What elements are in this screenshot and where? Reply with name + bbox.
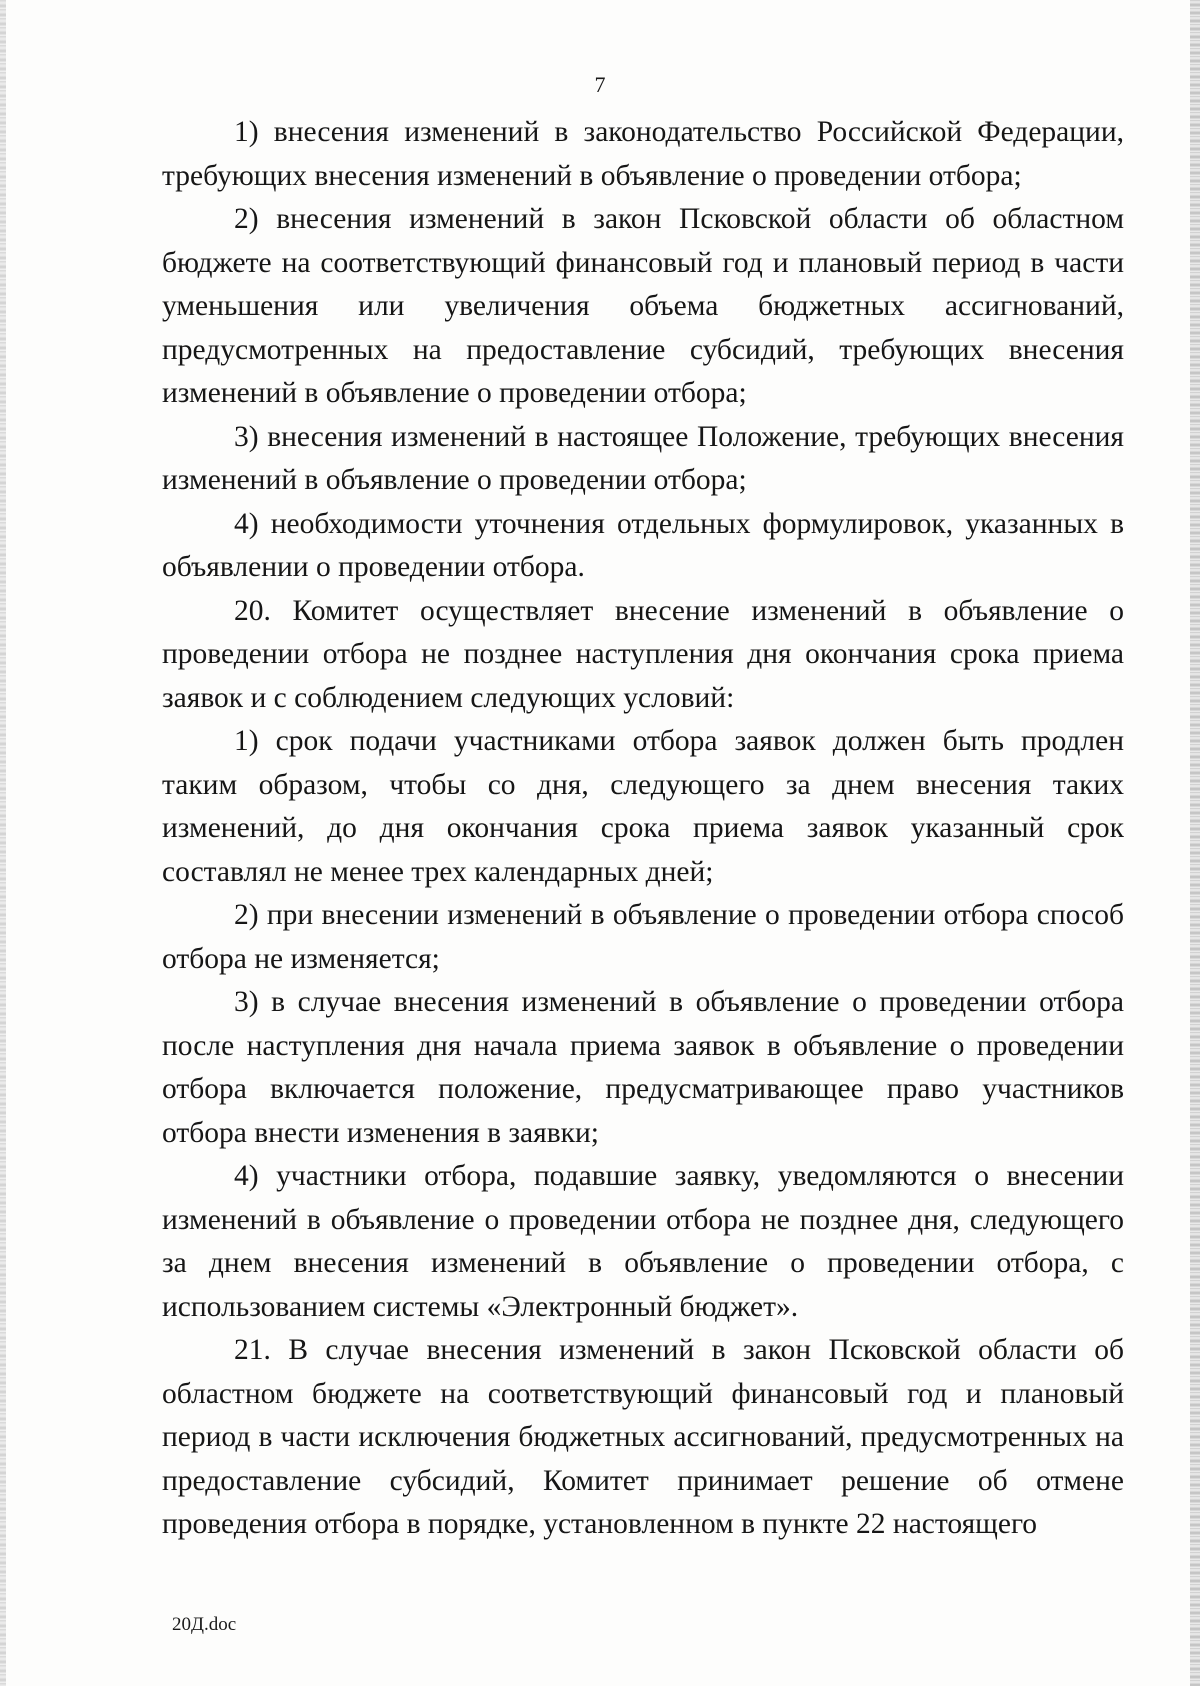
scan-edge-left — [0, 0, 6, 1686]
paragraph-clause-21: 21. В случае внесения изменений в закон Псковской области об областном бюджете на соответствующий финансовый год и плановый период в части исключения бюджетных ассигнований, предусмотренных на предоставление субсидий, Комитет принимает решение об отмене проведения отбора в порядке, установленном в пункте 22 настоящего — [162, 1334, 1124, 1540]
paragraph-condition-4: 4) участники отбора, подавшие заявку, уведомляются о внесении изменений в объявление о проведении отбора не позднее дня, следующего за днем внесения изменений в объявление о проведении отбора, с использованием системы «Электронный бюджет». — [162, 1160, 1124, 1323]
paragraph-item-2: 2) внесения изменений в закон Псковской области об областном бюджете на соответствующий финансовый год и плановый период в части уменьшения или увеличения объема бюджетных ассигнований, предусмотренных на предоставление субсидий, требующих внесения изменений в объявление о проведении отбора; — [162, 203, 1124, 409]
footer-filename: 20Д.doc — [172, 1614, 237, 1635]
scan-edge-right — [1190, 0, 1200, 1686]
paragraph-item-3: 3) внесения изменений в настоящее Положение, требующих внесения изменений в объявление о проведении отбора; — [162, 420, 1124, 496]
paragraph-condition-3: 3) в случае внесения изменений в объявление о проведении отбора после наступления дня начала приема заявок в объявление о проведении отбора включается положение, предусматривающее право участников отбора внести изменения в заявки; — [162, 986, 1124, 1149]
paragraph-clause-20: 20. Комитет осуществляет внесение изменений в объявление о проведении отбора не позднее наступления дня окончания срока приема заявок и с соблюдением следующих условий: — [162, 594, 1124, 714]
paragraph-condition-1: 1) срок подачи участниками отбора заявок должен быть продлен таким образом, чтобы со дня, следующего за днем внесения таких изменений, до дня окончания срока приема заявок указанный срок составлял не менее трех календарных дней; — [162, 725, 1124, 888]
paragraph-item-1: 1) внесения изменений в законодательство Российской Федерации, требующих внесения изменений в объявление о проведении отбора; — [162, 116, 1124, 192]
paragraph-condition-2: 2) при внесении изменений в объявление о проведении отбора способ отбора не изменяется; — [162, 899, 1124, 975]
paragraph-item-4: 4) необходимости уточнения отдельных формулировок, указанных в объявлении о проведении отбора. — [162, 507, 1124, 583]
document-body — [162, 111, 1124, 1547]
page-number: 7 — [594, 72, 606, 97]
